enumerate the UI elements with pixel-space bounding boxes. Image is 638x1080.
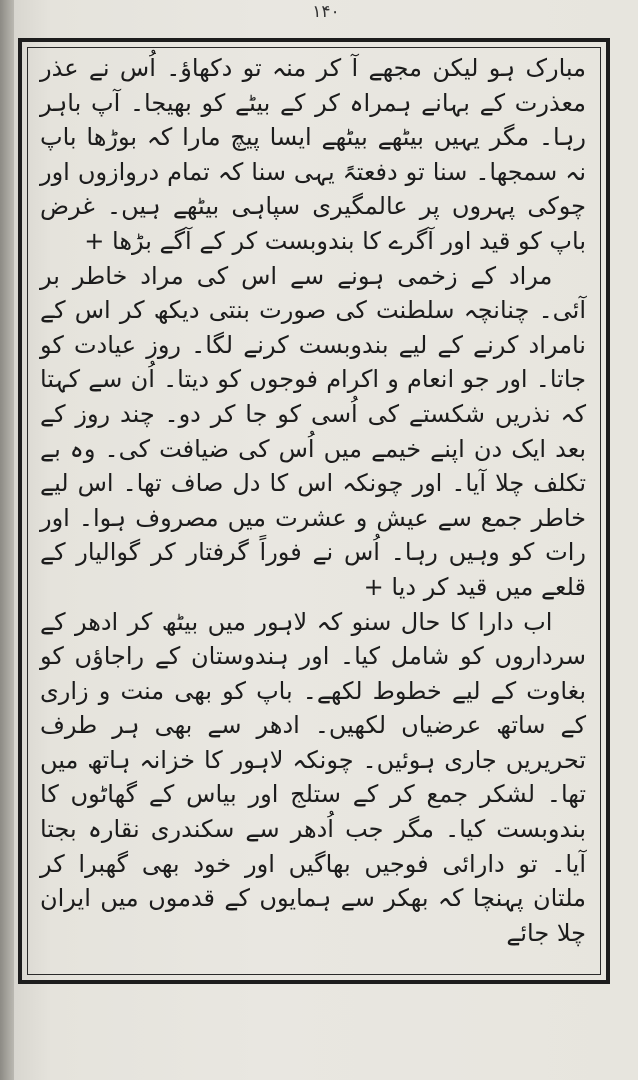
page-text-body [40, 51, 586, 950]
page-border-frame [18, 38, 610, 984]
book-page [14, 0, 638, 1080]
page-number: ۱۴۰ [312, 2, 340, 22]
paragraph-1: مبارک ہو لیکن مجھے آ کر منہ تو دکھاؤ۔ اُس نے عذر معذرت کے بہانے ہمراہ کر کے بیٹے کو بھیجا۔ آپ باہر رہا۔ مگر یہیں بیٹھے بیٹھے ایسا پیچ مارا کہ بوڑھا باپ نہ سمجھا۔ سنا تو دفعتہً یہی سنا کہ تمام دروازوں اور چوکی پہروں پر عالمگیری سپاہی بیٹھے ہیں۔ غرض باپ کو قید اور آگرے کا بندوبست کر کے آگے بڑھا + [40, 54, 586, 255]
paragraph-3: اب دارا کا حال سنو کہ لاہور میں بیٹھ کر ادھر کے سرداروں کو شامل کیا۔ اور ہندوستان کے راجاؤں کو بغاوت کے لیے خطوط لکھے۔ باپ کو بھی منت و زاری کے ساتھ عرضیاں لکھیں۔ ادھر سے بھی ہر طرف تحریریں جاری ہوئیں۔ چونکہ لاہور کا خزانہ ہاتھ میں تھا۔ لشکر جمع کر کے ستلج اور بیاس کے گھاٹوں کا بندوبست کیا۔ مگر جب اُدھر سے سکندری نقارہ بجتا آیا۔ تو دارائی فوجیں بھاگیں اور خود بھی گھبرا کر ملتان پہنچا کہ بھکر سے ہمایوں کے قدموں میں ایران چلا جائے [40, 607, 586, 947]
paragraph-2: مراد کے زخمی ہونے سے اس کی مراد خاطر بر آئی۔ چنانچہ سلطنت کی صورت بنتی دیکھ کر اس کے نامراد کرنے کے لیے بندوبست کرنے لگا۔ روز عیادت کو جاتا۔ اور جو انعام و اکرام فوجوں کو دیتا۔ اُن سے کہتا کہ نذریں شکستے کی اُسی کو جا کر دو۔ چند روز کے بعد ایک دن اپنے خیمے میں اُس کی ضیافت کی۔ وہ بے تکلف چلا آیا۔ اور چونکہ اس کا دل صاف تھا۔ اس لیے خاطر جمع سے عیش و عشرت میں مصروف ہوا۔ اور رات کو وہیں رہا۔ اُس نے فوراً گرفتار کر گوالیار کے قلعے میں قید کر دیا + [40, 261, 586, 601]
